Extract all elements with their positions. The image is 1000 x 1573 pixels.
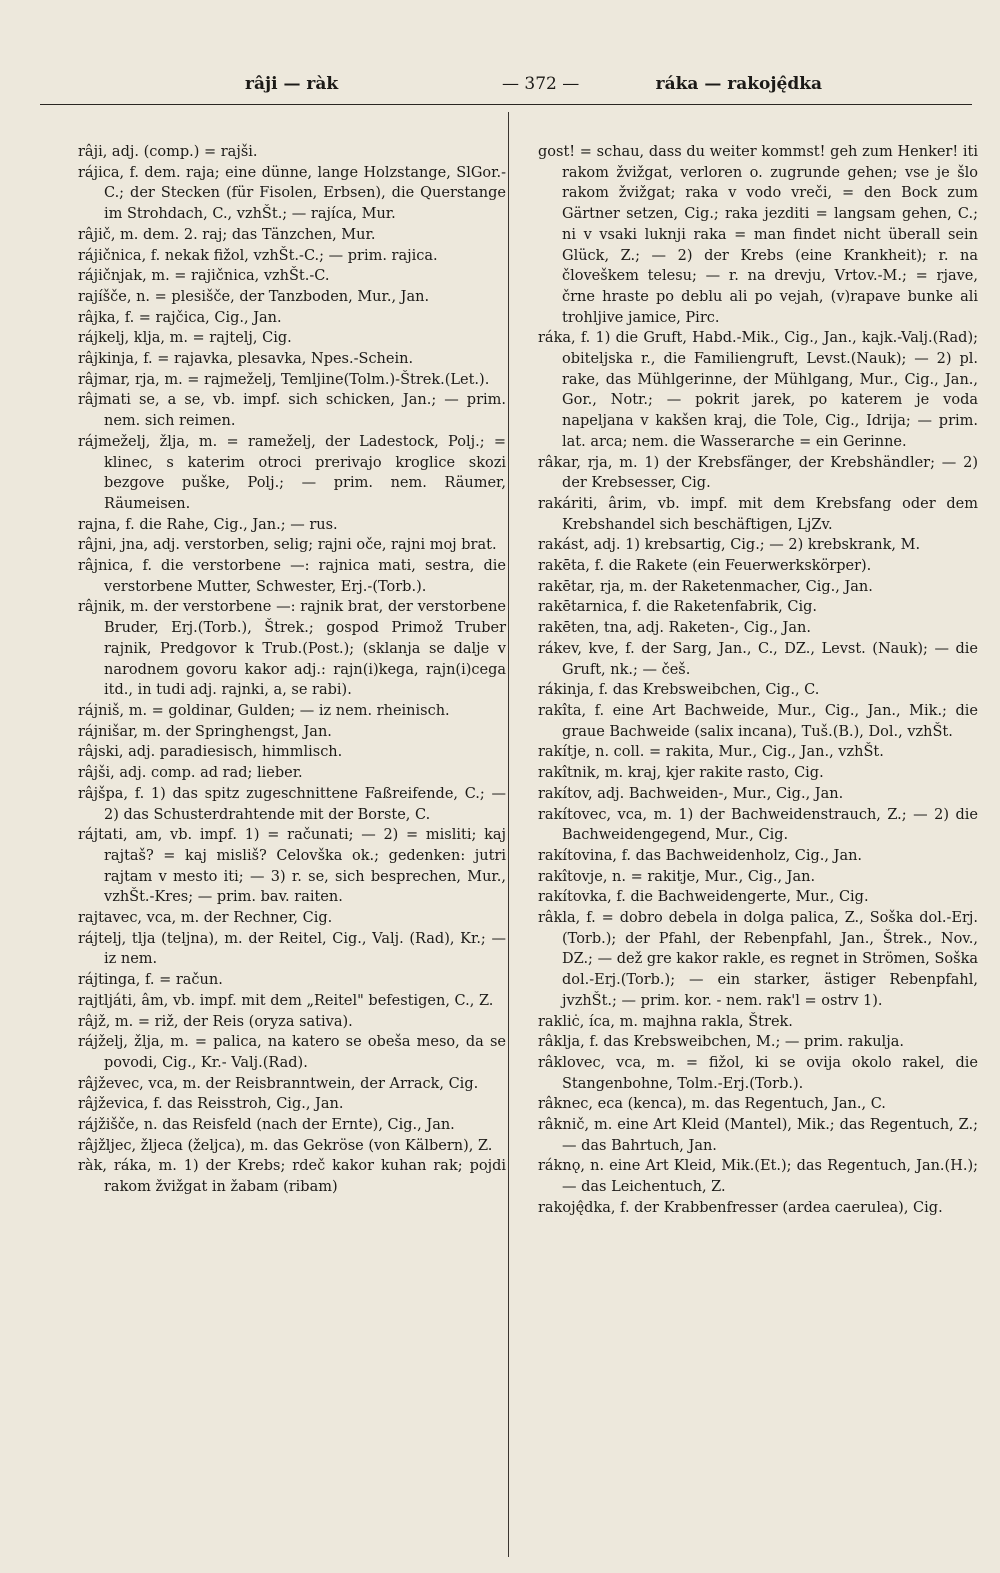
header-left-guide-words: râji — ràk: [245, 74, 339, 94]
dictionary-entry: râknec, eca (kenca), m. das Regentuch, Jan., C.: [538, 1096, 886, 1113]
dictionary-entry: rakáriti, ârim, vb. impf. mit dem Krebsfang oder dem Krebshandel sich beschäftigen, LjZv.: [538, 495, 978, 533]
dictionary-entry: ràk, ráka, m. 1) der Krebs; rdeč kakor kuhan rak; pojdi rakom žvižgat in žabam (ribam): [78, 1158, 506, 1196]
dictionary-entry: rakítovec, vca, m. 1) der Bachweidenstrauch, Z.; — 2) die Bachweidengegend, Mur., Cig.: [538, 806, 978, 844]
dictionary-entry: râjmati se, a se, vb. impf. sich schicken, Jan.; — prim. nem. sich reimen.: [78, 392, 506, 430]
dictionary-entry: râjski, adj. paradiesisch, himmlisch.: [78, 744, 343, 761]
dictionary-entry: rakliċ, íca, m. majhna rakla, Štrek.: [538, 1013, 793, 1030]
dictionary-entry: rájtati, am, vb. impf. 1) = računati; — 2) = misliti; kaj rajtaš? = kaj misliš? Celovška ok.; gedenken: jutri rajtam v mesto iti; — 3) r. se, sich besprechen, Mur., vzhŠt.-Kres; — prim. bav. raiten.: [78, 827, 506, 906]
dictionary-entry: râjka, f. = rajčica, Cig., Jan.: [78, 309, 282, 326]
dictionary-entry: râjževec, vca, m. der Reisbranntwein, der Arrack, Cig.: [78, 1075, 479, 1092]
dictionary-entry: râjnica, f. die verstorbene —: rajnica mati, sestra, die verstorbene Mutter, Schwester, Erj.-(Torb.).: [78, 558, 506, 595]
dictionary-entry: râjši, adj. comp. ad rad; lieber.: [78, 765, 303, 782]
page-header: [40, 72, 972, 106]
dictionary-entry: râkla, f. = dobro debela in dolga palica, Z., Soška dol.-Erj.(Torb.); der Pfahl, der Rebenpfahl, Jan., Štrek., Nov., DZ.; — dež gre kakor rakle, es regnet in Strömen, Soška dol.-Erj.(Torb.); — ein starker, ästiger Rebenpfahl, jvzhŠt.; — prim. kor. - nem. rak'l = ostrv 1).: [538, 910, 978, 1009]
dictionary-entry: ráka, f. 1) die Gruft, Habd.-Mik., Cig., Jan., kajk.-Valj.(Rad); obiteljska r., die Familiengruft, Levst.(Nauk); — 2) pl. rake, das Mühlgerinne, der Mühlgang, Mur., Cig., Jan., Gor., Notr.; — pokrit jarek, po katerem je voda napeljana v kakšen kraj, die Tole, Cig., Idrija; — prim. lat. arca; nem. die Wasserarche = ein Gerinne.: [538, 330, 978, 450]
dictionary-entry: râjžljec, žljeca (želјca), m. das Gekröse (von Kälbern), Z.: [78, 1137, 493, 1154]
dictionary-entry: rákinja, f. das Krebsweibchen, Cig., C.: [538, 682, 820, 699]
dictionary-entry: rakítje, n. coll. = rakita, Mur., Cig., Jan., vzhŠt.: [538, 744, 884, 761]
dictionary-entry: râklovec, vca, m. = fižol, ki se ovija okolo rakel, die Stangenbohne, Tolm.-Erj.(Torb.).: [538, 1054, 978, 1092]
dictionary-entry: rakítov, adj. Bachweiden-, Mur., Cig., Jan.: [538, 785, 844, 802]
dictionary-entry: rájtelj, tlja (teljna), m. der Reitel, Cig., Valj. (Rad), Kr.; — iz nem.: [78, 930, 506, 968]
dictionary-entry: rájkelj, klja, m. = rajtelj, Cig.: [78, 330, 292, 347]
dictionary-entry: râjževica, f. das Reisstroh, Cig., Jan.: [78, 1096, 344, 1113]
dictionary-entry: rakîta, f. eine Art Bachweide, Mur., Cig., Jan., Mik.; die graue Bachweide (salix incana), Tuš.(B.), Dol., vzhŠt.: [538, 702, 978, 740]
column-divider: [508, 112, 509, 1557]
dictionary-entry: rájželj, žlja, m. = palica, na katero se obeša meso, da se povodi, Cig., Kr.- Valj.(Rad).: [78, 1034, 506, 1071]
dictionary-entry: râjž, m. = riž, der Reis (oryza sativa).: [78, 1013, 353, 1030]
dictionary-entry: râknič, m. eine Art Kleid (Mantel), Mik.; das Regentuch, Z.; — das Bahrtuch, Jan.: [538, 1117, 978, 1154]
dictionary-entry: rakētarnica, f. die Raketenfabrik, Cig.: [538, 599, 817, 616]
dictionary-entry: rájičnjak, m. = rajičnica, vzhŠt.-C.: [78, 268, 330, 285]
dictionary-entry: rakîtnik, m. kraj, kjer rakite rasto, Cig.: [538, 765, 824, 782]
dictionary-entry: rájtinga, f. = račun.: [78, 972, 223, 989]
dictionary-entry: rakoję̂dka, f. der Krabbenfresser (ardea caerulea), Cig.: [538, 1199, 943, 1216]
dictionary-entry: rájičnica, f. nekak fižol, vzhŠt.-C.; — prim. rajica.: [78, 247, 438, 264]
dictionary-entry: rájmeželj, žlja, m. = rameželj, der Ladestock, Polj.; = klinec, s katerim otroci prerivajo kroglice skozi bezgove puške, Polj.; — prim. nem. Räumer, Räumeisen.: [78, 433, 506, 512]
dictionary-entry: râjič, m. dem. 2. raj; das Tänzchen, Mur.: [78, 226, 376, 243]
dictionary-entry: râjšpa, f. 1) das spitz zugeschnittene Faßreifende, C.; — 2) das Schusterdrahtende mit der Borste, C.: [78, 785, 506, 823]
dictionary-entry: gost! = schau, dass du weiter kommst! geh zum Henker! iti rakom žvižgat, verloren o. zugrunde gehen; vse je šlo rakom žvižgat; raka v vodo vreči, = den Bock zum Gärtner setzen, Cig.; raka jezditi = langsam gehen, C.; ni v vsaki luknji raka = man findet nicht überall sein Glück, Z.; — 2) der Krebs (eine Krankheit); r. na človeškem telesu; — r. na drevju, Vrtov.-M.; = rjave, črne hraste po deblu ali po vejah, (v)rapave bunke ali trohljive jamice, Pirc.: [538, 144, 978, 326]
dictionary-entry: rákev, kve, f. der Sarg, Jan., C., DZ., Levst. (Nauk); — die Gruft, nk.; — češ.: [538, 640, 978, 678]
dictionary-entry: rakēta, f. die Rakete (ein Feuerwerkskörper).: [538, 558, 872, 575]
dictionary-entry: rajtljáti, âm, vb. impf. mit dem „Reitel" befestigen, C., Z.: [78, 992, 494, 1009]
left-column: [78, 142, 506, 1198]
dictionary-entry: rakîtovje, n. = rakitje, Mur., Cig., Jan.: [538, 868, 816, 885]
dictionary-entry: rajna, f. die Rahe, Cig., Jan.; — rus.: [78, 516, 338, 533]
right-column: [538, 142, 978, 1219]
dictionary-entry: râjkinja, f. = rajavka, plesavka, Npes.-Schein.: [78, 351, 414, 368]
dictionary-entry: rakēten, tna, adj. Raketen-, Cig., Jan.: [538, 620, 811, 637]
dictionary-entry: râklja, f. das Krebsweibchen, M.; — prim. rakulja.: [538, 1034, 904, 1051]
dictionary-entry: rajíšče, n. = plesišče, der Tanzboden, Mur., Jan.: [78, 288, 430, 305]
dictionary-entry: râji, adj. (comp.) = rajši.: [78, 144, 258, 160]
dictionary-entry: rajtavec, vca, m. der Rechner, Cig.: [78, 910, 333, 927]
dictionary-entry: rakítovina, f. das Bachweidenholz, Cig., Jan.: [538, 847, 863, 864]
dictionary-entry: rájica, f. dem. raja; eine dünne, lange Holzstange, SlGor.- C.; der Stecken (für Fisolen, Erbsen), die Querstange im Strohdach, C., vzhŠt.; — rajíca, Mur.: [78, 164, 506, 223]
dictionary-entry: rakítovka, f. die Bachweidengerte, Mur., Cig.: [538, 889, 869, 906]
dictionary-entry: râjmar, rja, m. = rajmeželj, Temljine(Tolm.)-Štrek.(Let.).: [78, 371, 490, 388]
page-number: — 372 —: [502, 74, 580, 94]
dictionary-entry: râjnik, m. der verstorbene —: rajnik brat, der verstorbene Bruder, Erj.(Torb.), Štrek.; gospod Primož Truber rajnik, Predgovor k Trub.(Post.); (sklanja se dalje v narodnem govoru kakor adj.: rajn(i)kega, rajn(i)cega itd., in tudi adj. rajnki, a, se rabi).: [78, 599, 506, 699]
dictionary-entry: râkar, rja, m. 1) der Krebsfänger, der Krebshändler; — 2) der Krebsesser, Cig.: [538, 454, 978, 492]
header-rule: [40, 104, 972, 105]
dictionary-entry: rakētar, rja, m. der Raketenmacher, Cig., Jan.: [538, 578, 873, 595]
dictionary-entry: rájžišče, n. das Reisfeld (nach der Ernte), Cig., Jan.: [78, 1117, 455, 1134]
dictionary-entry: rájnišar, m. der Springhengst, Jan.: [78, 723, 332, 740]
dictionary-entry: rájniš, m. = goldinar, Gulden; — iz nem. rheinisch.: [78, 702, 450, 719]
header-right-guide-words: ráka — rakoję̂dka: [655, 74, 822, 94]
dictionary-entry: râjni, jna, adj. verstorben, selig; rajni oče, rajni moj brat.: [78, 537, 497, 554]
dictionary-entry: rakást, adj. 1) krebsartig, Cig.; — 2) krebskrank, M.: [538, 537, 921, 554]
dictionary-entry: ráknǫ, n. eine Art Kleid, Mik.(Et.); das Regentuch, Jan.(H.); — das Leichentuch, Z.: [538, 1158, 978, 1196]
